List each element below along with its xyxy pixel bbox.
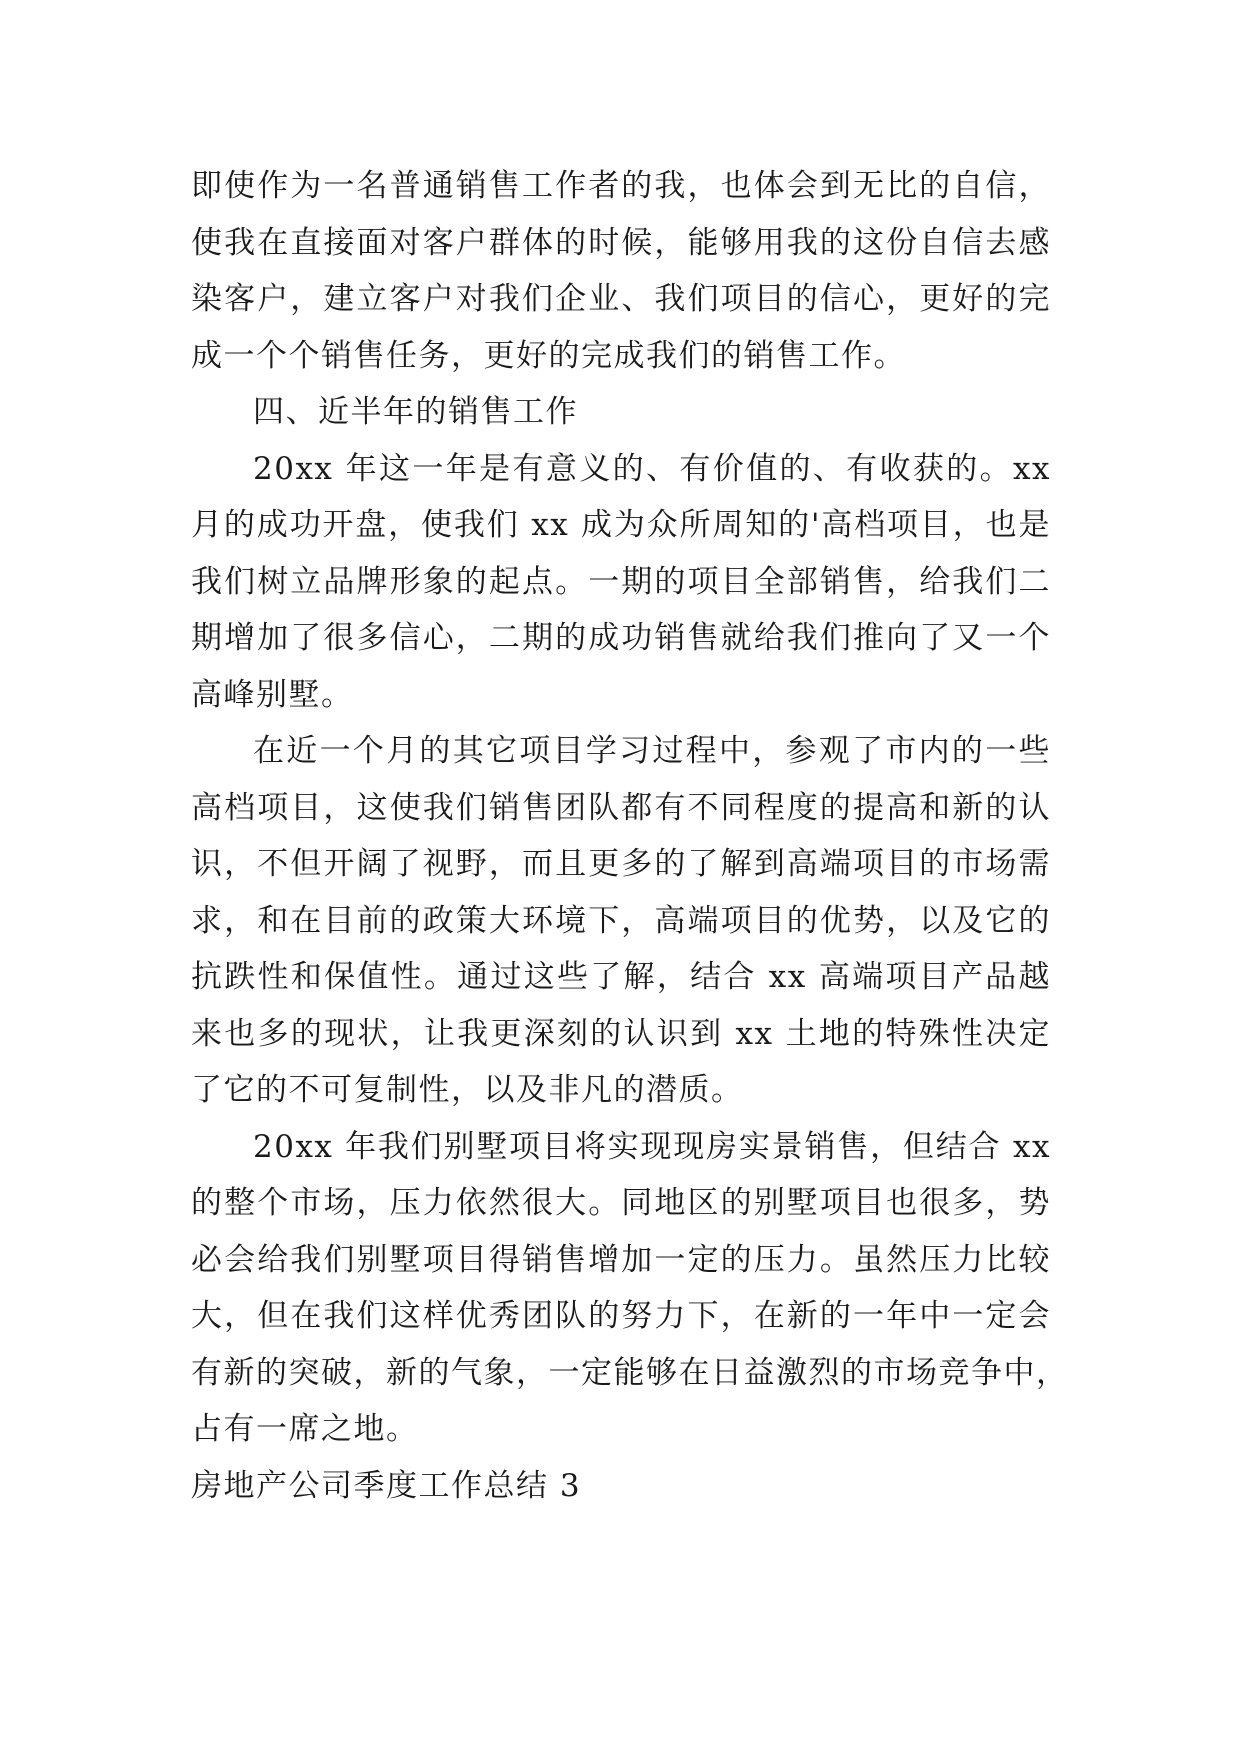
section-title-text: 房地产公司季度工作总结 3	[191, 1467, 582, 1504]
text-line: 来也多的现状，让我更深刻的认识到 xx 土地的特殊性决定	[191, 1015, 1051, 1052]
text-line: 占有一席之地。	[191, 1411, 419, 1447]
text-line: 识，不但开阔了视野，而且更多的了解到高端项目的市场需	[191, 846, 1051, 882]
paragraph-3	[191, 723, 1051, 1119]
section-heading	[191, 384, 1051, 441]
text-line: 使我在直接面对客户群体的时候，能够用我的这份自信去感	[191, 224, 1051, 261]
text-line: 20xx 年这一年是有意义的、有价值的、有收获的。xx	[253, 450, 1051, 487]
text-line: 了它的不可复制性，以及非凡的潜质。	[191, 1072, 744, 1108]
text-line: 期增加了很多信心，二期的成功销售就给我们推向了又一个	[191, 620, 1051, 656]
paragraph-2	[191, 441, 1051, 724]
text-line: 20xx 年我们别墅项目将实现现房实景销售，但结合 xx	[253, 1128, 1051, 1165]
text-line: 高档项目，这使我们销售团队都有不同程度的提高和新的认	[191, 789, 1051, 826]
paragraph-4	[191, 1119, 1069, 1458]
text-line: 成一个个销售任务，更好的完成我们的销售工作。	[191, 337, 906, 374]
text-line: 抗跌性和保值性。通过这些了解，结合 xx 高端项目产品越	[191, 959, 1051, 995]
text-line: 染客户，建立客户对我们企业、我们项目的信心，更好的完	[191, 281, 1051, 317]
text-line: 我们树立品牌形象的起点。一期的项目全部销售，给我们二	[191, 563, 1051, 600]
section-heading-text: 四、近半年的销售工作	[253, 394, 578, 430]
text-line: 月的成功开盘，使我们 xx 成为众所周知的'高档项目，也是	[191, 507, 1051, 543]
text-line: 即使作为一名普通销售工作者的我，也体会到无比的自信，	[191, 168, 1051, 204]
text-line: 有新的突破，新的气象，一定能够在日益激烈的市场竞争中，	[191, 1354, 1069, 1391]
text-line: 求，和在目前的政策大环境下，高端项目的优势，以及它的	[191, 902, 1051, 939]
text-line: 的整个市场，压力依然很大。同地区的别墅项目也很多，势	[191, 1185, 1051, 1221]
text-line: 大，但在我们这样优秀团队的努力下，在新的一年中一定会	[191, 1298, 1051, 1334]
text-line: 在近一个月的其它项目学习过程中，参观了市内的一些	[253, 733, 1051, 769]
section-title	[191, 1458, 1051, 1515]
text-line: 必会给我们别墅项目得销售增加一定的压力。虽然压力比较	[191, 1241, 1051, 1278]
text-line: 高峰别墅。	[191, 676, 354, 713]
paragraph-1	[191, 158, 1051, 384]
document-body	[191, 158, 1069, 1514]
